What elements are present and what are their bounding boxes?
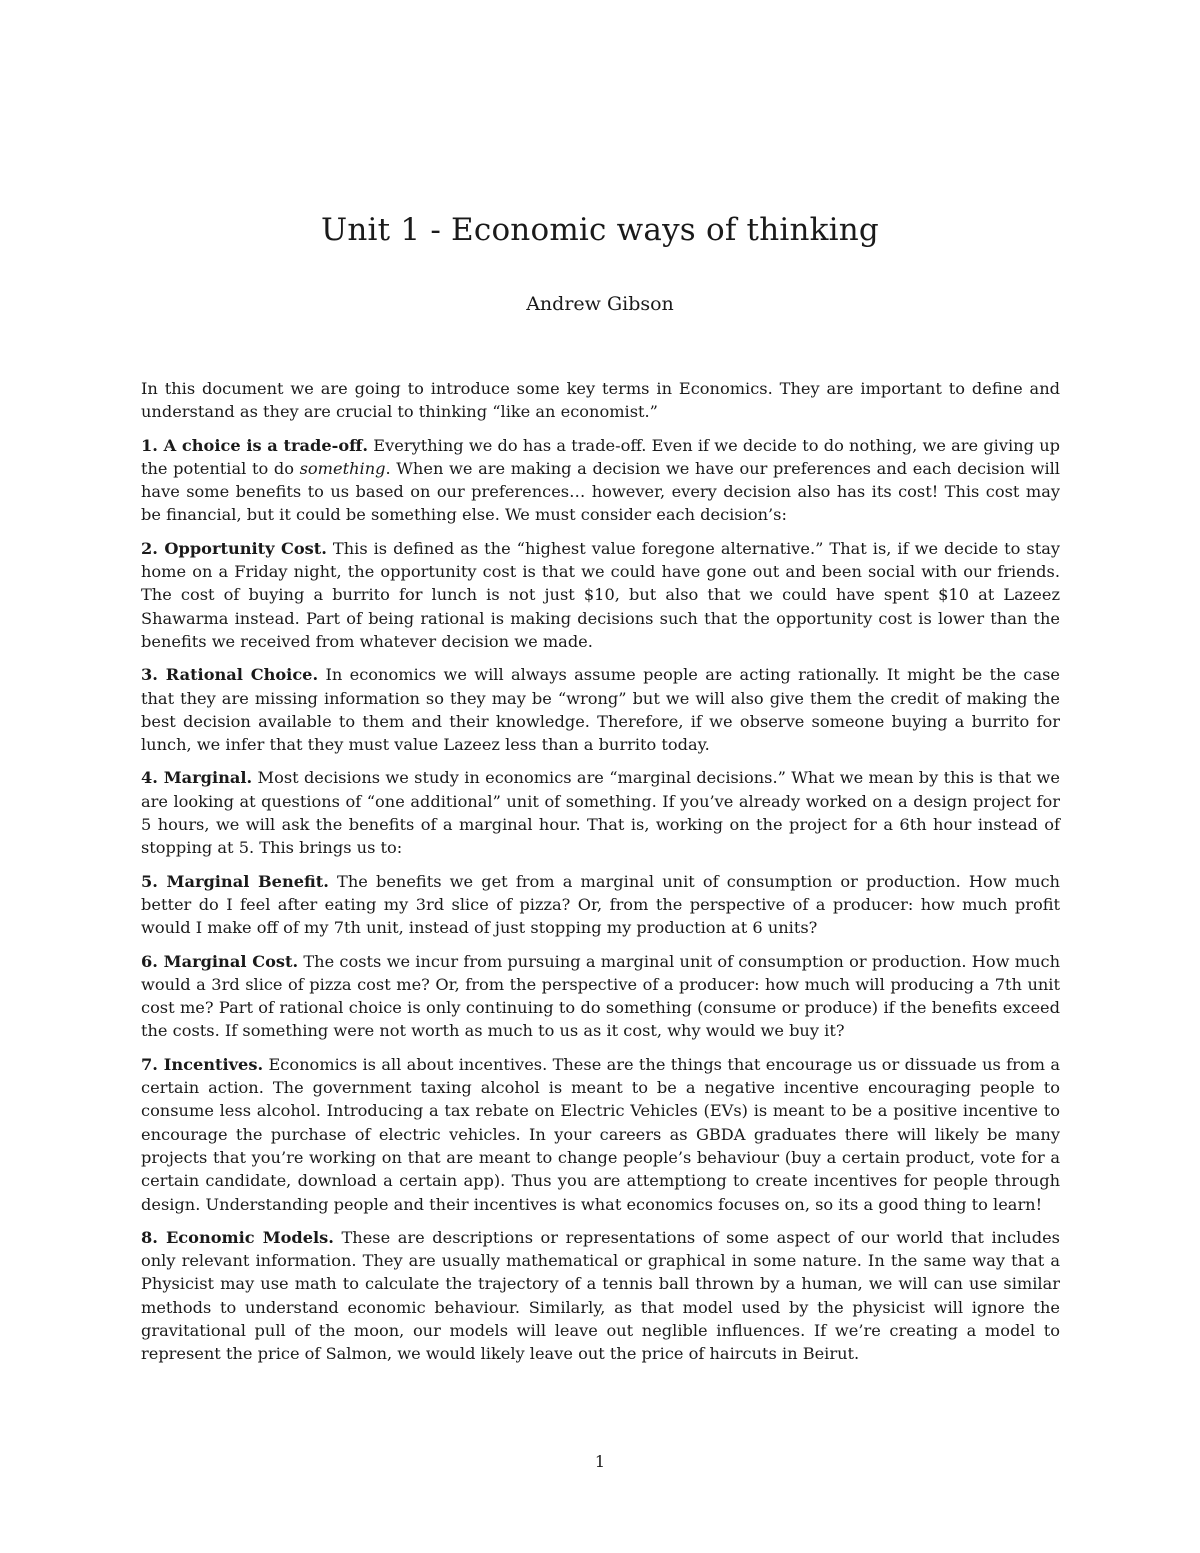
document-body [141,377,1060,1376]
term-paragraph-incentives [141,1053,1060,1216]
term-paragraph-economic-models [141,1226,1060,1366]
term-paragraph-trade-off [141,434,1060,527]
term-text: This is defined as the “highest value foregone alternative.” That is, if we decide to stay home on a Friday night, the opportunity cost is that we could have gone out and been social with our friends. The cost of buying a burrito for lunch is not just $10, but also that we could have spent $10 at Lazeez Shawarma instead. Part of being rational is making decisions such that the opportunity cost is lower than the benefits we received from whatever decision we made. [141,538,1061,651]
term-text: The benefits we get from a marginal unit of consumption or production. How much better do I feel after eating my 3rd slice of pizza? Or, from the perspective of a producer: how much profit would I make off of my 7th unit, instead of just stopping my production at 6 units? [141,871,1060,938]
term-text: Most decisions we study in economics are “marginal decisions.” What we mean by this is that we are looking at questions of “one additional” unit of something. If you’ve already worked on a design project for 5 hours, we will ask the benefits of a marginal hour. That is, working on the project for a 6th hour instead of stopping at 5. This brings us to: [141,768,1060,858]
term-heading: 6. Marginal Cost. [141,951,299,971]
term-heading: 1. A choice is a trade-off. [141,435,369,455]
document-title: Unit 1 - Economic ways of thinking [321,212,879,248]
term-paragraph-marginal [141,766,1060,859]
term-heading: 4. Marginal. [141,768,253,788]
author-name: Andrew Gibson [526,293,674,315]
term-paragraph-marginal-cost [141,950,1060,1043]
term-paragraph-opportunity-cost [141,537,1060,653]
term-emphasis: something [299,458,386,478]
term-paragraph-marginal-benefit [141,870,1060,940]
term-text: . When we are making a decision we have our preferences and each decision will have some benefits to us based on our preferences… however, every decision also has its cost! This cost may be financial, but it could be something else. We must consider each decision’s: [141,458,1060,525]
term-heading: 3. Rational Choice. [141,665,319,685]
term-text: The costs we incur from pursuing a marginal unit of consumption or production. How much would a 3rd slice of pizza cost me? Or, from the perspective of a producer: how much will producing a 7th unit cost me? Part of rational choice is only continuing to do something (consume or produce) if the benefits exceed the costs. If something were not worth as much to us as it cost, why would we buy it? [141,951,1060,1041]
term-heading: 2. Opportunity Cost. [141,538,327,558]
term-heading: 7. Incentives. [141,1054,264,1074]
term-text: In economics we will always assume people are acting rationally. It might be the case that they are missing information so they may be “wrong” but we will also give them the credit of making the best decision available to them and their knowledge. Therefore, if we observe someone buying a burrito for lunch, we infer that they must value Lazeez less than a burrito today. [141,665,1060,755]
term-text: Economics is all about incentives. These are the things that encourage us or dissuade us from a certain action. The government taxing alcohol is meant to be a negative incentive encouraging people to consume less alcohol. Introducing a tax rebate on Electric Vehicles (EVs) is meant to be a positive incentive to encourage the purchase of electric vehicles. In your careers as GBDA graduates there will likely be many projects that you’re working on that are meant to change people’s behaviour (buy a certain product, vote for a certain candidate, download a certain app). Thus you are attemptiong to create incentives for people through design. Understanding people and their incentives is what economics focuses on, so its a good thing to learn! [141,1054,1060,1214]
term-paragraph-rational-choice [141,663,1060,756]
term-heading: 5. Marginal Benefit. [141,871,329,891]
term-heading: 8. Economic Models. [141,1227,334,1247]
intro-paragraph: In this document we are going to introduce some key terms in Economics. They are important to define and understand as they are crucial to thinking “like an economist.” [141,379,1060,422]
page-number: 1 [594,1452,606,1471]
term-text: These are descriptions or representations of some aspect of our world that includes only relevant information. They are usually mathematical or graphical in some nature. In the same way that a Physicist may use math to calculate the trajectory of a tennis ball thrown by a human, we will can use similar methods to understand economic behaviour. Similarly, as that model used by the physicist will ignore the gravitational pull of the moon, our models will leave out neglible influences. If we’re creating a model to represent the price of Salmon, we would likely leave out the price of haircuts in Beirut. [141,1227,1060,1364]
term-text: Everything we do has a trade-off. Even if we decide to do nothing, we are giving up the potential to do [141,435,1060,478]
